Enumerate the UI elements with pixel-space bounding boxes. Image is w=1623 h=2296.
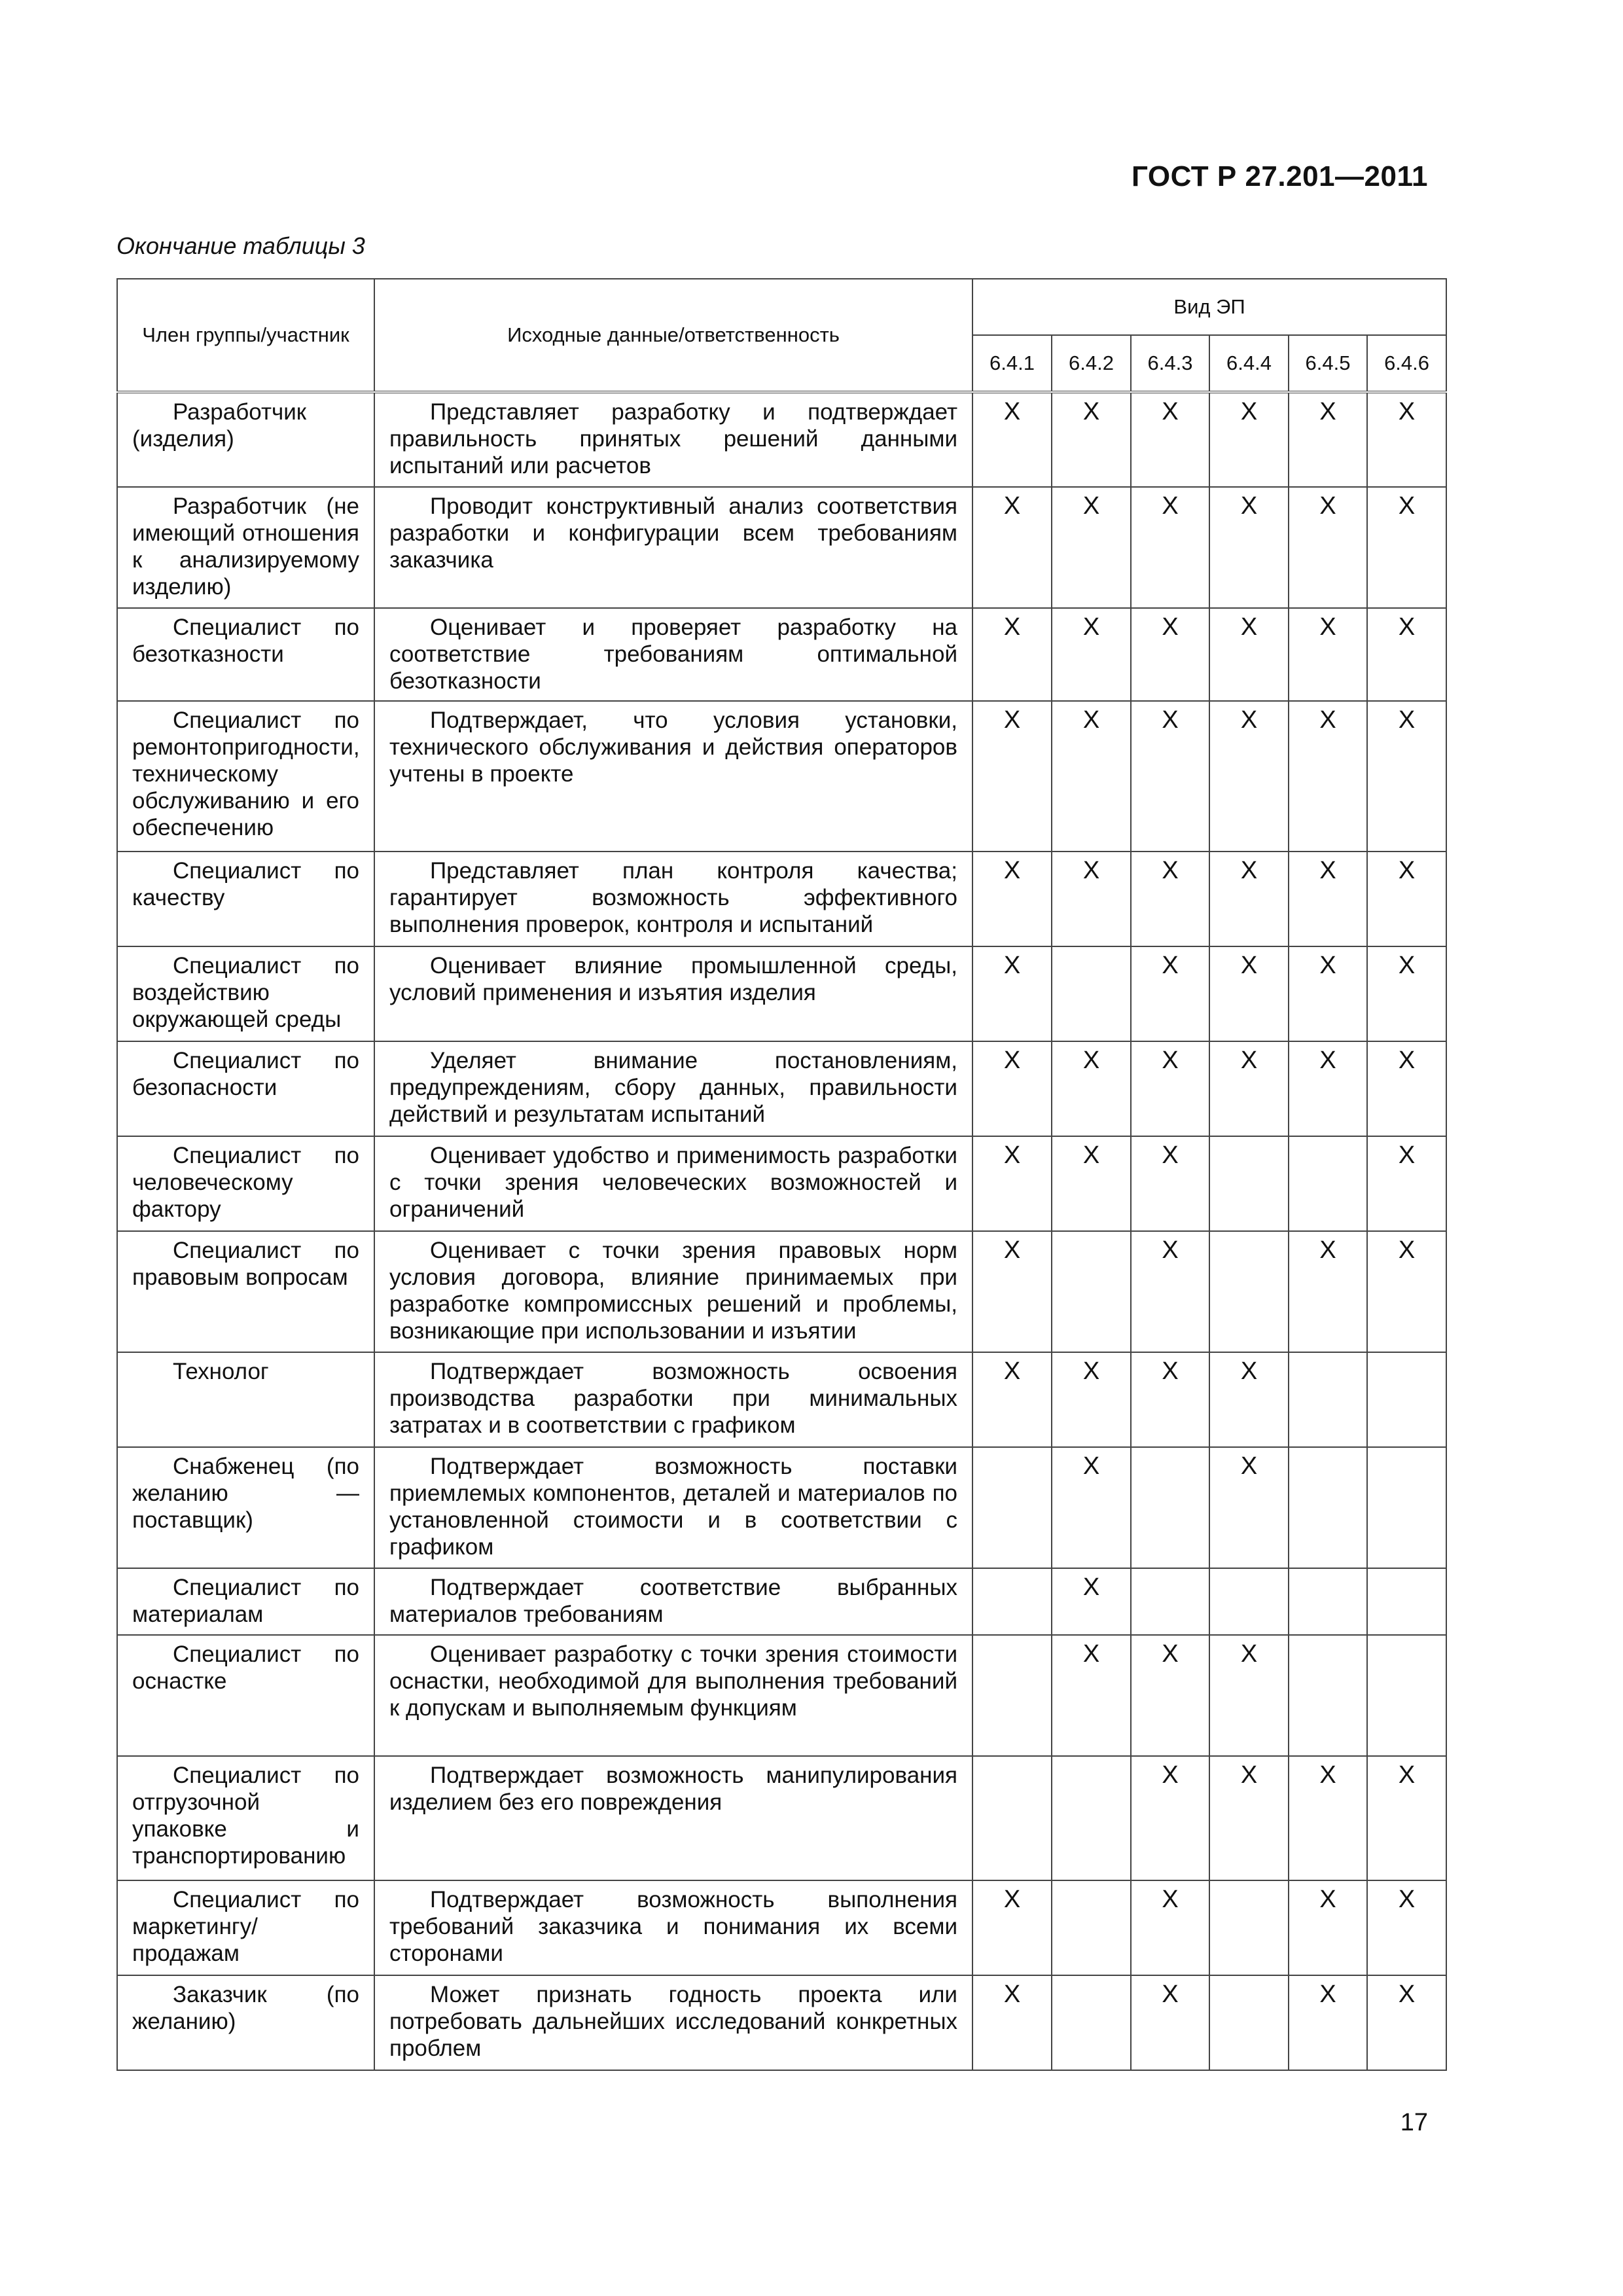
table-row: [117, 392, 1446, 487]
member-cell: [117, 1041, 374, 1136]
duty-text: Подтверждает возможность выполнения требований заказчика и понимания их всеми сторонами: [389, 1887, 957, 1966]
applicability-mark: X: [1131, 1041, 1209, 1136]
applicability-mark: X: [1131, 1136, 1209, 1231]
applicability-mark: X: [1367, 946, 1446, 1041]
applicability-mark: X: [1289, 946, 1367, 1041]
applicability-mark: [1052, 946, 1131, 1041]
applicability-mark: X: [1209, 852, 1289, 946]
member-text: Специалист по правовым вопросам: [132, 1238, 359, 1290]
duty-cell: [374, 1136, 972, 1231]
applicability-mark: X: [1367, 487, 1446, 608]
applicability-mark: X: [1131, 487, 1209, 608]
table-row: [117, 1447, 1446, 1568]
table-row: [117, 1041, 1446, 1136]
applicability-mark: X: [972, 1136, 1052, 1231]
code-header: 6.4.5: [1289, 335, 1367, 392]
member-cell: [117, 1756, 374, 1880]
applicability-mark: X: [1367, 608, 1446, 701]
member-text: Специалист по воздействию окружающей среды: [132, 953, 359, 1032]
duty-text: Оценивает разработку с точки зрения стоимости оснастки, необходимой для выполнения требований к допускам и выполняемым функциям: [389, 1641, 957, 1721]
applicability-mark: X: [1131, 701, 1209, 852]
member-cell: [117, 1880, 374, 1975]
duty-cell: [374, 1880, 972, 1975]
code-header: 6.4.2: [1052, 335, 1131, 392]
member-cell: [117, 1136, 374, 1231]
applicability-mark: [1367, 1635, 1446, 1756]
applicability-mark: X: [1052, 1136, 1131, 1231]
applicability-mark: X: [1052, 701, 1131, 852]
applicability-mark: [1131, 1568, 1209, 1635]
applicability-mark: X: [1289, 1975, 1367, 2070]
applicability-mark: X: [1209, 608, 1289, 701]
applicability-mark: X: [1367, 1041, 1446, 1136]
duty-text: Оценивает удобство и применимость разработки с точки зрения человеческих возможностей и ограничений: [389, 1143, 957, 1222]
member-text: Заказчик (по желанию): [132, 1982, 359, 2034]
code-header: 6.4.1: [972, 335, 1052, 392]
member-text: Разработчик (не имеющий отношения к анализируемому изделию): [132, 493, 359, 600]
applicability-mark: X: [1367, 1880, 1446, 1975]
applicability-mark: X: [1052, 608, 1131, 701]
applicability-mark: X: [1052, 1447, 1131, 1568]
applicability-mark: [1052, 1231, 1131, 1352]
applicability-mark: [1289, 1447, 1367, 1568]
column-group-header: Вид ЭП: [972, 279, 1446, 335]
duty-cell: [374, 608, 972, 701]
applicability-mark: X: [1209, 1447, 1289, 1568]
table-row: [117, 1880, 1446, 1975]
applicability-mark: X: [1052, 1635, 1131, 1756]
duty-cell: [374, 1975, 972, 2070]
applicability-mark: X: [1209, 487, 1289, 608]
applicability-mark: X: [1209, 946, 1289, 1041]
member-text: Снабженец (по желанию — поставщик): [132, 1454, 359, 1533]
page-number: 17: [1400, 2109, 1428, 2136]
applicability-mark: X: [1367, 852, 1446, 946]
applicability-mark: [1289, 1568, 1367, 1635]
applicability-mark: X: [1131, 1635, 1209, 1756]
applicability-mark: X: [972, 1231, 1052, 1352]
member-text: Специалист по материалам: [132, 1575, 359, 1627]
table-row: [117, 946, 1446, 1041]
table-row: [117, 1635, 1446, 1756]
applicability-mark: [1367, 1352, 1446, 1447]
member-cell: [117, 852, 374, 946]
duty-cell: [374, 1635, 972, 1756]
table-row: [117, 487, 1446, 608]
duty-cell: [374, 1568, 972, 1635]
applicability-mark: X: [1131, 1352, 1209, 1447]
applicability-mark: [972, 1756, 1052, 1880]
table-row: [117, 1756, 1446, 1880]
applicability-mark: X: [972, 1880, 1052, 1975]
applicability-mark: X: [1209, 1352, 1289, 1447]
applicability-mark: X: [1131, 946, 1209, 1041]
duty-text: Подтверждает соответствие выбранных материалов требованиям: [389, 1575, 957, 1627]
duty-cell: [374, 701, 972, 852]
member-text: Специалист по маркетингу/продажам: [132, 1887, 359, 1966]
duty-cell: [374, 392, 972, 487]
member-text: Специалист по оснастке: [132, 1641, 359, 1694]
applicability-mark: [1131, 1447, 1209, 1568]
applicability-mark: X: [1367, 1756, 1446, 1880]
member-cell: [117, 701, 374, 852]
applicability-mark: X: [1209, 1756, 1289, 1880]
applicability-mark: X: [1209, 1635, 1289, 1756]
member-text: Специалист по ремонтопригодности, техническому обслуживанию и его обеспечению: [132, 708, 360, 840]
applicability-mark: [1209, 1568, 1289, 1635]
applicability-mark: X: [972, 852, 1052, 946]
applicability-mark: X: [1052, 1352, 1131, 1447]
applicability-mark: [1289, 1635, 1367, 1756]
applicability-mark: X: [1131, 852, 1209, 946]
duty-cell: [374, 487, 972, 608]
member-text: Разработчик (изделия): [132, 399, 307, 452]
duty-cell: [374, 852, 972, 946]
duty-cell: [374, 1756, 972, 1880]
applicability-mark: X: [1131, 1756, 1209, 1880]
duty-cell: [374, 946, 972, 1041]
applicability-mark: X: [1052, 1041, 1131, 1136]
applicability-mark: X: [972, 1975, 1052, 2070]
applicability-mark: X: [1131, 392, 1209, 487]
applicability-mark: X: [1209, 701, 1289, 852]
duty-text: Подтверждает возможность манипулирования изделием без его повреждения: [389, 1763, 957, 1815]
duty-text: Подтверждает возможность поставки приемлемых компонентов, деталей и материалов по установленной стоимости и в соответствии с графиком: [389, 1454, 957, 1560]
applicability-mark: [1052, 1975, 1131, 2070]
table-body: [117, 392, 1446, 2070]
responsibility-table: [116, 278, 1447, 2071]
applicability-mark: X: [1052, 487, 1131, 608]
member-cell: [117, 1231, 374, 1352]
duty-text: Уделяет внимание постановлениям, предупреждениям, сбору данных, правильности действий и результатам испытаний: [389, 1048, 957, 1127]
applicability-mark: X: [1209, 392, 1289, 487]
table-row: [117, 1231, 1446, 1352]
duty-cell: [374, 1447, 972, 1568]
column-header-member: Член группы/участник: [117, 279, 374, 392]
applicability-mark: X: [1052, 1568, 1131, 1635]
member-text: Специалист по безопасности: [132, 1048, 359, 1100]
applicability-mark: X: [1289, 701, 1367, 852]
applicability-mark: X: [1052, 852, 1131, 946]
code-header: 6.4.3: [1131, 335, 1209, 392]
duty-text: Подтверждает, что условия установки, технического обслуживания и действия операторов учтены в проекте: [389, 708, 957, 787]
member-text: Специалист по человеческому фактору: [132, 1143, 359, 1222]
applicability-mark: X: [1131, 1975, 1209, 2070]
applicability-mark: [972, 1568, 1052, 1635]
applicability-mark: X: [972, 946, 1052, 1041]
member-cell: [117, 392, 374, 487]
applicability-mark: X: [972, 1041, 1052, 1136]
duty-text: Проводит конструктивный анализ соответствия разработки и конфигурации всем требованиям заказчика: [389, 493, 957, 573]
applicability-mark: [1289, 1136, 1367, 1231]
column-header-duty: Исходные данные/ответственность: [374, 279, 972, 392]
applicability-mark: X: [1367, 701, 1446, 852]
duty-text: Оценивает и проверяет разработку на соответствие требованиям оптимальной безотказности: [389, 615, 957, 694]
applicability-mark: X: [1367, 1231, 1446, 1352]
duty-text: Представляет план контроля качества; гарантирует возможность эффективного выполнения проверок, контроля и испытаний: [389, 858, 957, 937]
applicability-mark: X: [972, 392, 1052, 487]
applicability-mark: [1209, 1136, 1289, 1231]
applicability-mark: [1209, 1231, 1289, 1352]
applicability-mark: X: [1289, 487, 1367, 608]
applicability-mark: X: [972, 608, 1052, 701]
duty-text: Представляет разработку и подтверждает правильность принятых решений данными испытаний или расчетов: [389, 399, 957, 478]
member-cell: [117, 1635, 374, 1756]
table-caption: Окончание таблицы 3: [116, 232, 365, 259]
applicability-mark: X: [1289, 608, 1367, 701]
applicability-mark: X: [1367, 392, 1446, 487]
applicability-mark: [1209, 1975, 1289, 2070]
member-cell: [117, 608, 374, 701]
member-text: Технолог: [173, 1359, 269, 1384]
table-row: [117, 701, 1446, 852]
member-cell: [117, 1568, 374, 1635]
table-row: [117, 1568, 1446, 1635]
applicability-mark: X: [1289, 392, 1367, 487]
member-text: Специалист по качеству: [132, 858, 359, 910]
member-text: Специалист по отгрузочной упаковке и транспортированию: [132, 1763, 359, 1869]
applicability-mark: X: [972, 487, 1052, 608]
applicability-mark: X: [1289, 1756, 1367, 1880]
member-cell: [117, 946, 374, 1041]
applicability-mark: X: [1289, 1041, 1367, 1136]
table-row: [117, 1136, 1446, 1231]
duty-text: Оценивает с точки зрения правовых норм условия договора, влияние принимаемых при разработке компромиссных решений и проблемы, возникающие при использовании и изъятии: [389, 1238, 957, 1344]
applicability-mark: X: [1367, 1975, 1446, 2070]
applicability-mark: X: [1052, 392, 1131, 487]
table-row: [117, 608, 1446, 701]
table-row: [117, 1975, 1446, 2070]
applicability-mark: [1367, 1568, 1446, 1635]
applicability-mark: [1209, 1880, 1289, 1975]
applicability-mark: [972, 1635, 1052, 1756]
duty-text: Оценивает влияние промышленной среды, условий применения и изъятия изделия: [389, 953, 957, 1005]
table-row: [117, 1352, 1446, 1447]
member-cell: [117, 1447, 374, 1568]
member-text: Специалист по безотказности: [132, 615, 359, 667]
applicability-mark: X: [972, 701, 1052, 852]
applicability-mark: X: [1131, 1880, 1209, 1975]
applicability-mark: X: [1131, 1231, 1209, 1352]
applicability-mark: X: [1289, 1880, 1367, 1975]
applicability-mark: X: [1367, 1136, 1446, 1231]
applicability-mark: X: [1289, 852, 1367, 946]
requirements-table-container: [116, 278, 1446, 2071]
applicability-mark: [1289, 1352, 1367, 1447]
applicability-mark: [1052, 1880, 1131, 1975]
applicability-mark: [1052, 1756, 1131, 1880]
member-cell: [117, 487, 374, 608]
duty-cell: [374, 1352, 972, 1447]
code-header: 6.4.6: [1367, 335, 1446, 392]
member-cell: [117, 1975, 374, 2070]
document-standard-number: ГОСТ Р 27.201—2011: [1132, 160, 1428, 192]
member-cell: [117, 1352, 374, 1447]
applicability-mark: X: [972, 1352, 1052, 1447]
duty-text: Подтверждает возможность освоения производства разработки при минимальных затратах и в соответствии с графиком: [389, 1359, 957, 1438]
duty-text: Может признать годность проекта или потребовать дальнейших исследований конкретных проблем: [389, 1982, 957, 2061]
duty-cell: [374, 1041, 972, 1136]
table-row: [117, 852, 1446, 946]
applicability-mark: X: [1289, 1231, 1367, 1352]
applicability-mark: [1367, 1447, 1446, 1568]
applicability-mark: X: [1131, 608, 1209, 701]
code-header: 6.4.4: [1209, 335, 1289, 392]
duty-cell: [374, 1231, 972, 1352]
applicability-mark: X: [1209, 1041, 1289, 1136]
applicability-mark: [972, 1447, 1052, 1568]
